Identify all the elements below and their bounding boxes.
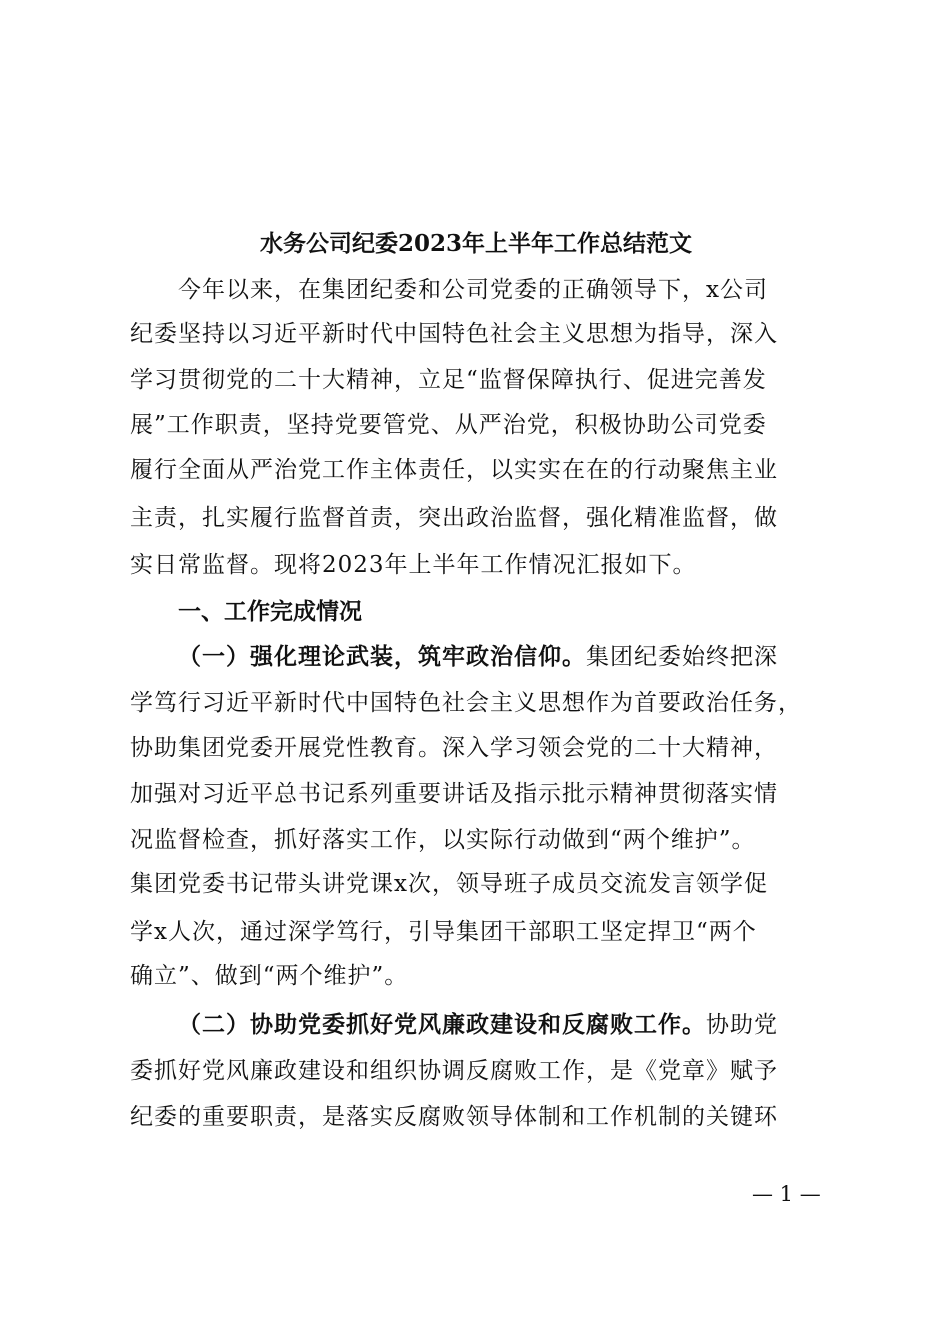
subsection-1-first-line bbox=[178, 635, 778, 679]
intro-paragraph-line-1: 今年以来，在集团纪委和公司党委的正确领导下，x公司 bbox=[178, 277, 768, 303]
intro-paragraph-line-5: 履行全面从严治党工作主体责任，以实实在在的行动聚焦主业 bbox=[130, 457, 778, 483]
subsection-1-line-8: 确立”、做到“两个维护”。 bbox=[130, 963, 409, 989]
subsection-1-line-4: 加强对习近平总书记系列重要讲话及指示批示精神贯彻落实情 bbox=[130, 781, 778, 807]
intro-paragraph-line-7: 实日常监督。现将2023年上半年工作情况汇报如下。 bbox=[130, 552, 697, 578]
subsection-1-line-7: 学x人次，通过深学笃行，引导集团干部职工坚定捍卫“两个 bbox=[130, 919, 757, 945]
section-heading: 一、工作完成情况 bbox=[178, 599, 362, 625]
page-number: — 1 — bbox=[752, 1182, 821, 1206]
intro-paragraph-line-6: 主责，扎实履行监督首责，突出政治监督，强化精准监督，做 bbox=[130, 505, 778, 531]
subsection-1-line-6: 集团党委书记带头讲党课x次，领导班子成员交流发言领学促 bbox=[130, 871, 768, 897]
subsection-2-line-2: 委抓好党风廉政建设和组织协调反腐败工作，是《党章》赋予 bbox=[130, 1058, 778, 1084]
subsection-1-heading: （一）强化理论武装，筑牢政治信仰。 bbox=[178, 643, 586, 670]
subsection-1-line-3: 协助集团党委开展党性教育。深入学习领会党的二十大精神， bbox=[130, 735, 778, 761]
subsection-1-line-5: 况监督检查，抓好落实工作，以实际行动做到“两个维护”。 bbox=[130, 827, 756, 853]
intro-paragraph-line-2: 纪委坚持以习近平新时代中国特色社会主义思想为指导，深入 bbox=[130, 321, 778, 347]
document-title: 水务公司纪委2023年上半年工作总结范文 bbox=[259, 230, 692, 257]
subsection-1-line-1: 集团纪委始终把深 bbox=[586, 644, 778, 670]
intro-paragraph-line-4: 展”工作职责，坚持党要管党、从严治党，积极协助公司党委 bbox=[130, 412, 767, 438]
subsection-2-heading: （二）协助党委抓好党风廉政建设和反腐败工作。 bbox=[178, 1011, 706, 1038]
subsection-2-first-line bbox=[178, 1003, 778, 1047]
intro-paragraph-line-3: 学习贯彻党的二十大精神，立足“监督保障执行、促进完善发 bbox=[130, 367, 767, 393]
subsection-2-line-1: 协助党 bbox=[706, 1012, 778, 1038]
subsection-2-line-3: 纪委的重要职责，是落实反腐败领导体制和工作机制的关键环 bbox=[130, 1104, 778, 1130]
subsection-1-line-2: 学笃行习近平新时代中国特色社会主义思想作为首要政治任务， bbox=[130, 690, 802, 716]
